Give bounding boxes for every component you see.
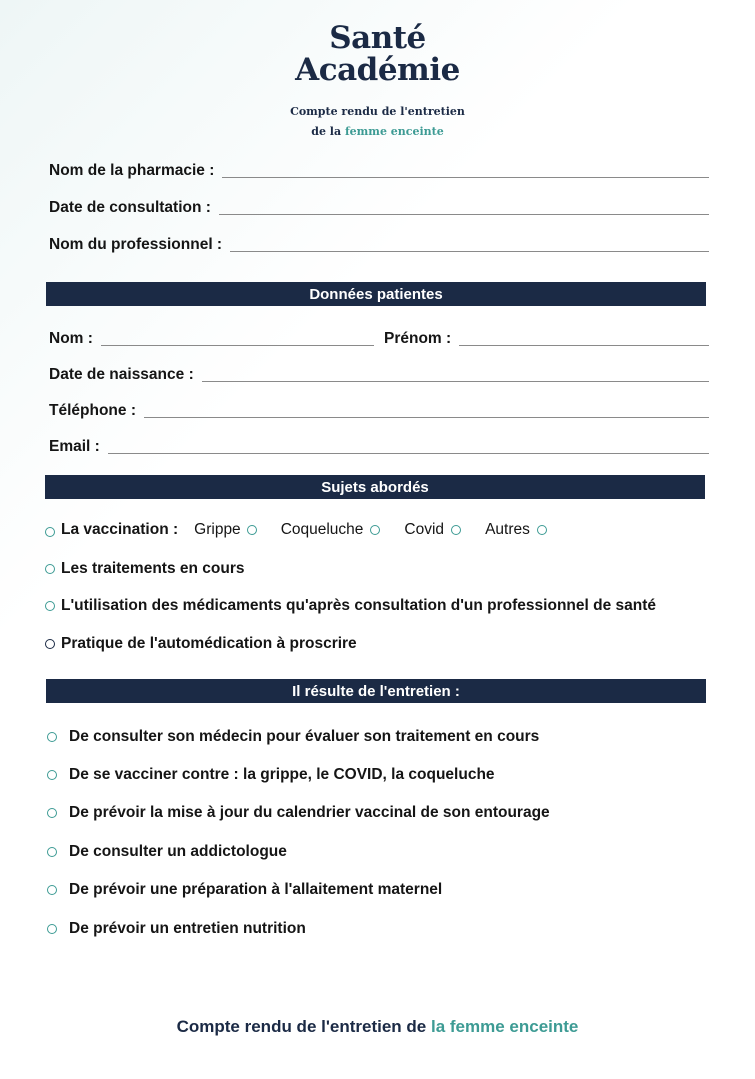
result-checkbox-icon[interactable]: [47, 732, 57, 742]
email-line[interactable]: [108, 442, 709, 454]
consultation-date-field[interactable]: [49, 199, 709, 217]
result-label: De prévoir un entretien nutrition: [69, 920, 306, 937]
result-checkbox-icon[interactable]: [47, 847, 57, 857]
document-subtitle-line-1: Compte rendu de l'entretien: [290, 105, 465, 118]
vaccine-option-grippe: Grippe: [194, 521, 241, 538]
topic-vaccination: [45, 521, 547, 539]
result-item: [47, 843, 287, 861]
pharmacy-name-field[interactable]: [49, 162, 709, 180]
result-checkbox-icon[interactable]: [47, 770, 57, 780]
result-checkbox-icon[interactable]: [47, 924, 57, 934]
first-name-label: Prénom :: [384, 330, 452, 347]
medication-use-checkbox-icon[interactable]: [45, 601, 55, 611]
professional-name-label: Nom du professionnel :: [49, 236, 223, 253]
topic-medication-use: [45, 597, 656, 615]
current-treatments-label: Les traitements en cours: [61, 560, 245, 577]
result-label: De consulter un addictologue: [69, 843, 287, 860]
topic-current-treatments: [45, 560, 244, 578]
logo-line-2: Académie: [295, 52, 460, 88]
result-label: De prévoir une préparation à l'allaitement maternel: [69, 881, 443, 898]
vaccine-option-autres: Autres: [485, 521, 530, 538]
result-label: De prévoir la mise à jour du calendrier vaccinal de son entourage: [69, 804, 550, 821]
result-item: [47, 804, 550, 822]
coqueluche-checkbox-icon[interactable]: [370, 525, 380, 535]
vaccine-option-coqueluche: Coqueluche: [280, 521, 364, 538]
result-checkbox-icon[interactable]: [47, 808, 57, 818]
first-name-line[interactable]: [459, 334, 709, 346]
consultation-date-line[interactable]: [219, 203, 709, 215]
professional-name-line[interactable]: [230, 240, 709, 252]
phone-line[interactable]: [144, 406, 709, 418]
brand-logo: [0, 22, 755, 86]
footer-highlight: la femme enceinte: [430, 1017, 579, 1036]
last-name-field[interactable]: [49, 330, 374, 348]
result-checkbox-icon[interactable]: [47, 885, 57, 895]
result-item: [47, 766, 495, 784]
result-item: [47, 920, 306, 938]
birth-date-line[interactable]: [202, 370, 709, 382]
first-name-field[interactable]: [384, 330, 709, 348]
professional-name-field[interactable]: [49, 236, 709, 254]
vaccination-label: La vaccination :: [61, 521, 179, 538]
footer-prefix: Compte rendu de l'entretien de: [176, 1017, 427, 1036]
result-item: [47, 881, 442, 899]
birth-date-label: Date de naissance :: [49, 366, 194, 383]
birth-date-field[interactable]: [49, 366, 709, 384]
covid-checkbox-icon[interactable]: [451, 525, 461, 535]
phone-field[interactable]: [49, 402, 709, 420]
section-header-result: Il résulte de l'entretien :: [46, 679, 706, 703]
last-name-line[interactable]: [101, 334, 374, 346]
document-subtitle-line-2: [0, 125, 755, 138]
subtitle-highlight: femme enceinte: [344, 125, 444, 138]
current-treatments-checkbox-icon[interactable]: [45, 564, 55, 574]
email-field[interactable]: [49, 438, 709, 456]
self-medication-label: Pratique de l'automédication à proscrire: [61, 635, 357, 652]
topic-self-medication: [45, 635, 357, 653]
pharmacy-name-label: Nom de la pharmacie :: [49, 162, 215, 179]
page-footer: [0, 1017, 755, 1037]
consultation-date-label: Date de consultation :: [49, 199, 211, 216]
vaccination-checkbox-icon[interactable]: [45, 527, 55, 537]
vaccine-option-covid: Covid: [404, 521, 445, 538]
section-header-topics: Sujets abordés: [45, 475, 705, 499]
grippe-checkbox-icon[interactable]: [247, 525, 257, 535]
autres-checkbox-icon[interactable]: [537, 525, 547, 535]
phone-label: Téléphone :: [49, 402, 136, 419]
medication-use-label: L'utilisation des médicaments qu'après consultation d'un professionnel de santé: [61, 597, 656, 614]
result-label: De consulter son médecin pour évaluer son traitement en cours: [69, 728, 540, 745]
email-label: Email :: [49, 438, 100, 455]
logo-line-1: Santé: [329, 20, 426, 56]
last-name-label: Nom :: [49, 330, 93, 347]
result-item: [47, 728, 539, 746]
pharmacy-name-line[interactable]: [222, 166, 709, 178]
self-medication-checkbox-icon[interactable]: [45, 639, 55, 649]
subtitle-prefix: de la: [311, 125, 342, 138]
result-label: De se vacciner contre : la grippe, le COVID, la coqueluche: [69, 766, 495, 783]
section-header-patient: Données patientes: [46, 282, 706, 306]
